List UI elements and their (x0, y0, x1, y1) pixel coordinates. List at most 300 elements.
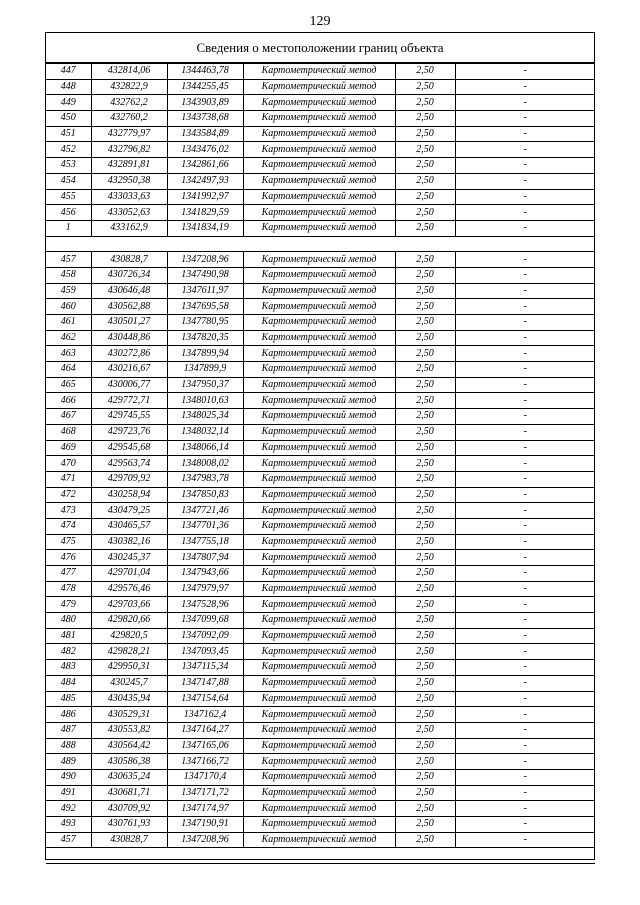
method-cell: Картометрический метод (243, 487, 395, 503)
method-cell: Картометрический метод (243, 754, 395, 770)
description-cell: - (455, 660, 595, 676)
accuracy-cell: 2,50 (395, 613, 455, 629)
table-row (46, 456, 595, 472)
x-coordinate-cell: 430272,86 (91, 346, 167, 362)
point-number-cell: 462 (46, 330, 91, 346)
y-coordinate-cell: 1347701,36 (167, 518, 243, 534)
x-coordinate-cell: 432822,9 (91, 79, 167, 95)
table-row (46, 660, 595, 676)
x-coordinate-cell: 429820,66 (91, 613, 167, 629)
point-number-cell: 464 (46, 362, 91, 378)
y-coordinate-cell: 1348032,14 (167, 424, 243, 440)
table-row (46, 503, 595, 519)
accuracy-cell: 2,50 (395, 707, 455, 723)
point-number-cell: 481 (46, 628, 91, 644)
table-row (46, 283, 595, 299)
accuracy-cell: 2,50 (395, 252, 455, 268)
description-cell: - (455, 424, 595, 440)
y-coordinate-cell: 1347092,09 (167, 628, 243, 644)
table-row (46, 299, 595, 315)
y-coordinate-cell: 1343476,02 (167, 142, 243, 158)
point-number-cell: 456 (46, 205, 91, 221)
accuracy-cell: 2,50 (395, 315, 455, 331)
accuracy-cell: 2,50 (395, 550, 455, 566)
point-number-cell: 467 (46, 409, 91, 425)
accuracy-cell: 2,50 (395, 142, 455, 158)
x-coordinate-cell: 432762,2 (91, 95, 167, 111)
description-cell: - (455, 220, 595, 236)
accuracy-cell: 2,50 (395, 769, 455, 785)
x-coordinate-cell: 430006,77 (91, 377, 167, 393)
table-row (46, 95, 595, 111)
description-cell: - (455, 691, 595, 707)
x-coordinate-cell: 430635,24 (91, 769, 167, 785)
table-row (46, 267, 595, 283)
accuracy-cell: 2,50 (395, 393, 455, 409)
table-row (46, 440, 595, 456)
table-row (46, 487, 595, 503)
point-number-cell: 466 (46, 393, 91, 409)
point-number-cell: 487 (46, 722, 91, 738)
method-cell: Картометрический метод (243, 456, 395, 472)
point-number-cell: 454 (46, 173, 91, 189)
y-coordinate-cell: 1347983,78 (167, 471, 243, 487)
description-cell: - (455, 534, 595, 550)
table-row (46, 534, 595, 550)
method-cell: Картометрический метод (243, 220, 395, 236)
boundary-table-frame (45, 32, 595, 860)
description-cell: - (455, 252, 595, 268)
method-cell: Картометрический метод (243, 769, 395, 785)
table-row (46, 801, 595, 817)
description-cell: - (455, 189, 595, 205)
point-number-cell: 448 (46, 79, 91, 95)
accuracy-cell: 2,50 (395, 597, 455, 613)
accuracy-cell: 2,50 (395, 424, 455, 440)
point-number-cell: 484 (46, 675, 91, 691)
description-cell: - (455, 283, 595, 299)
method-cell: Картометрический метод (243, 315, 395, 331)
point-number-cell: 492 (46, 801, 91, 817)
method-cell: Картометрический метод (243, 330, 395, 346)
method-cell: Картометрический метод (243, 283, 395, 299)
description-cell: - (455, 111, 595, 127)
accuracy-cell: 2,50 (395, 79, 455, 95)
method-cell: Картометрический метод (243, 95, 395, 111)
method-cell: Картометрический метод (243, 79, 395, 95)
description-cell: - (455, 330, 595, 346)
accuracy-cell: 2,50 (395, 189, 455, 205)
accuracy-cell: 2,50 (395, 534, 455, 550)
separator-cell (46, 236, 595, 252)
method-cell: Картометрический метод (243, 801, 395, 817)
point-number-cell: 491 (46, 785, 91, 801)
x-coordinate-cell: 429563,74 (91, 456, 167, 472)
x-coordinate-cell: 430501,27 (91, 315, 167, 331)
x-coordinate-cell: 429772,71 (91, 393, 167, 409)
separator-cell (46, 848, 595, 864)
point-number-cell: 488 (46, 738, 91, 754)
method-cell: Картометрический метод (243, 707, 395, 723)
point-number-cell: 450 (46, 111, 91, 127)
y-coordinate-cell: 1347115,34 (167, 660, 243, 676)
point-number-cell: 461 (46, 315, 91, 331)
method-cell: Картометрический метод (243, 566, 395, 582)
y-coordinate-cell: 1343903,89 (167, 95, 243, 111)
table-row (46, 205, 595, 221)
accuracy-cell: 2,50 (395, 440, 455, 456)
x-coordinate-cell: 430646,48 (91, 283, 167, 299)
y-coordinate-cell: 1347820,35 (167, 330, 243, 346)
table-title: Сведения о местоположении границ объекта (46, 33, 594, 63)
point-number-cell: 457 (46, 832, 91, 848)
method-cell: Картометрический метод (243, 644, 395, 660)
point-number-cell: 463 (46, 346, 91, 362)
y-coordinate-cell: 1341834,19 (167, 220, 243, 236)
method-cell: Картометрический метод (243, 691, 395, 707)
y-coordinate-cell: 1347528,96 (167, 597, 243, 613)
method-cell: Картометрический метод (243, 173, 395, 189)
description-cell: - (455, 581, 595, 597)
point-number-cell: 485 (46, 691, 91, 707)
point-number-cell: 478 (46, 581, 91, 597)
y-coordinate-cell: 1347208,96 (167, 252, 243, 268)
description-cell: - (455, 409, 595, 425)
method-cell: Картометрический метод (243, 362, 395, 378)
x-coordinate-cell: 432779,97 (91, 126, 167, 142)
x-coordinate-cell: 429745,55 (91, 409, 167, 425)
x-coordinate-cell: 430382,16 (91, 534, 167, 550)
method-cell: Картометрический метод (243, 440, 395, 456)
table-row (46, 644, 595, 660)
description-cell: - (455, 613, 595, 629)
description-cell: - (455, 566, 595, 582)
table-row (46, 126, 595, 142)
point-number-cell: 479 (46, 597, 91, 613)
method-cell: Картометрический метод (243, 660, 395, 676)
accuracy-cell: 2,50 (395, 722, 455, 738)
description-cell: - (455, 471, 595, 487)
table-row (46, 817, 595, 833)
x-coordinate-cell: 430529,31 (91, 707, 167, 723)
x-coordinate-cell: 430245,7 (91, 675, 167, 691)
accuracy-cell: 2,50 (395, 487, 455, 503)
y-coordinate-cell: 1343738,68 (167, 111, 243, 127)
description-cell: - (455, 817, 595, 833)
table-row (46, 346, 595, 362)
table-row (46, 111, 595, 127)
point-number-cell: 468 (46, 424, 91, 440)
method-cell: Картометрический метод (243, 581, 395, 597)
accuracy-cell: 2,50 (395, 283, 455, 299)
y-coordinate-cell: 1347850,83 (167, 487, 243, 503)
description-cell: - (455, 628, 595, 644)
y-coordinate-cell: 1342497,93 (167, 173, 243, 189)
x-coordinate-cell: 430562,88 (91, 299, 167, 315)
x-coordinate-cell: 429545,68 (91, 440, 167, 456)
y-coordinate-cell: 1347950,37 (167, 377, 243, 393)
separator-row (46, 848, 595, 864)
x-coordinate-cell: 430586,38 (91, 754, 167, 770)
accuracy-cell: 2,50 (395, 362, 455, 378)
point-number-cell: 476 (46, 550, 91, 566)
table-row (46, 675, 595, 691)
table-row (46, 189, 595, 205)
method-cell: Картометрический метод (243, 393, 395, 409)
x-coordinate-cell: 433033,63 (91, 189, 167, 205)
point-number-cell: 452 (46, 142, 91, 158)
y-coordinate-cell: 1347721,46 (167, 503, 243, 519)
description-cell: - (455, 346, 595, 362)
description-cell: - (455, 142, 595, 158)
y-coordinate-cell: 1347171,72 (167, 785, 243, 801)
description-cell: - (455, 64, 595, 80)
description-cell: - (455, 440, 595, 456)
point-number-cell: 482 (46, 644, 91, 660)
y-coordinate-cell: 1347208,96 (167, 832, 243, 848)
accuracy-cell: 2,50 (395, 95, 455, 111)
table-row (46, 158, 595, 174)
method-cell: Картометрический метод (243, 299, 395, 315)
method-cell: Картометрический метод (243, 534, 395, 550)
description-cell: - (455, 362, 595, 378)
method-cell: Картометрический метод (243, 722, 395, 738)
y-coordinate-cell: 1347099,68 (167, 613, 243, 629)
x-coordinate-cell: 432760,2 (91, 111, 167, 127)
accuracy-cell: 2,50 (395, 471, 455, 487)
method-cell: Картометрический метод (243, 785, 395, 801)
description-cell: - (455, 267, 595, 283)
y-coordinate-cell: 1347190,91 (167, 817, 243, 833)
accuracy-cell: 2,50 (395, 220, 455, 236)
y-coordinate-cell: 1347780,95 (167, 315, 243, 331)
accuracy-cell: 2,50 (395, 330, 455, 346)
description-cell: - (455, 785, 595, 801)
method-cell: Картометрический метод (243, 346, 395, 362)
table-row (46, 722, 595, 738)
x-coordinate-cell: 429723,76 (91, 424, 167, 440)
x-coordinate-cell: 430479,25 (91, 503, 167, 519)
coordinates-table-body (46, 64, 595, 864)
table-row (46, 613, 595, 629)
method-cell: Картометрический метод (243, 142, 395, 158)
description-cell: - (455, 550, 595, 566)
method-cell: Картометрический метод (243, 424, 395, 440)
y-coordinate-cell: 1347490,98 (167, 267, 243, 283)
accuracy-cell: 2,50 (395, 660, 455, 676)
accuracy-cell: 2,50 (395, 503, 455, 519)
table-row (46, 566, 595, 582)
table-row (46, 79, 595, 95)
table-row (46, 377, 595, 393)
table-row (46, 471, 595, 487)
y-coordinate-cell: 1347147,88 (167, 675, 243, 691)
x-coordinate-cell: 429820,5 (91, 628, 167, 644)
page-number: 129 (309, 14, 331, 29)
accuracy-cell: 2,50 (395, 267, 455, 283)
table-row (46, 315, 595, 331)
table-row (46, 550, 595, 566)
y-coordinate-cell: 1347093,45 (167, 644, 243, 660)
x-coordinate-cell: 430828,7 (91, 832, 167, 848)
x-coordinate-cell: 429828,21 (91, 644, 167, 660)
point-number-cell: 472 (46, 487, 91, 503)
description-cell: - (455, 801, 595, 817)
accuracy-cell: 2,50 (395, 738, 455, 754)
table-row (46, 707, 595, 723)
accuracy-cell: 2,50 (395, 754, 455, 770)
table-row (46, 330, 595, 346)
y-coordinate-cell: 1347165,06 (167, 738, 243, 754)
description-cell: - (455, 126, 595, 142)
description-cell: - (455, 95, 595, 111)
accuracy-cell: 2,50 (395, 64, 455, 80)
point-number-cell: 470 (46, 456, 91, 472)
description-cell: - (455, 707, 595, 723)
method-cell: Картометрический метод (243, 126, 395, 142)
x-coordinate-cell: 429576,46 (91, 581, 167, 597)
x-coordinate-cell: 432950,38 (91, 173, 167, 189)
point-number-cell: 474 (46, 518, 91, 534)
method-cell: Картометрический метод (243, 832, 395, 848)
accuracy-cell: 2,50 (395, 126, 455, 142)
point-number-cell: 490 (46, 769, 91, 785)
method-cell: Картометрический метод (243, 471, 395, 487)
accuracy-cell: 2,50 (395, 675, 455, 691)
description-cell: - (455, 158, 595, 174)
y-coordinate-cell: 1348025,34 (167, 409, 243, 425)
x-coordinate-cell: 432796,82 (91, 142, 167, 158)
x-coordinate-cell: 433162,9 (91, 220, 167, 236)
method-cell: Картометрический метод (243, 409, 395, 425)
method-cell: Картометрический метод (243, 518, 395, 534)
x-coordinate-cell: 430564,42 (91, 738, 167, 754)
table-row (46, 142, 595, 158)
method-cell: Картометрический метод (243, 503, 395, 519)
accuracy-cell: 2,50 (395, 111, 455, 127)
description-cell: - (455, 393, 595, 409)
x-coordinate-cell: 430258,94 (91, 487, 167, 503)
point-number-cell: 471 (46, 471, 91, 487)
point-number-cell: 1 (46, 220, 91, 236)
method-cell: Картометрический метод (243, 205, 395, 221)
table-row (46, 173, 595, 189)
accuracy-cell: 2,50 (395, 173, 455, 189)
accuracy-cell: 2,50 (395, 456, 455, 472)
x-coordinate-cell: 430245,37 (91, 550, 167, 566)
accuracy-cell: 2,50 (395, 801, 455, 817)
separator-row (46, 236, 595, 252)
accuracy-cell: 2,50 (395, 518, 455, 534)
method-cell: Картометрический метод (243, 550, 395, 566)
accuracy-cell: 2,50 (395, 644, 455, 660)
table-row (46, 409, 595, 425)
y-coordinate-cell: 1341992,97 (167, 189, 243, 205)
x-coordinate-cell: 430761,93 (91, 817, 167, 833)
point-number-cell: 486 (46, 707, 91, 723)
point-number-cell: 480 (46, 613, 91, 629)
method-cell: Картометрический метод (243, 377, 395, 393)
point-number-cell: 451 (46, 126, 91, 142)
y-coordinate-cell: 1347611,97 (167, 283, 243, 299)
y-coordinate-cell: 1344463,78 (167, 64, 243, 80)
y-coordinate-cell: 1348008,02 (167, 456, 243, 472)
method-cell: Картометрический метод (243, 675, 395, 691)
accuracy-cell: 2,50 (395, 628, 455, 644)
table-row (46, 518, 595, 534)
table-row (46, 393, 595, 409)
y-coordinate-cell: 1347166,72 (167, 754, 243, 770)
x-coordinate-cell: 429703,66 (91, 597, 167, 613)
point-number-cell: 455 (46, 189, 91, 205)
table-row (46, 785, 595, 801)
point-number-cell: 453 (46, 158, 91, 174)
y-coordinate-cell: 1347154,64 (167, 691, 243, 707)
accuracy-cell: 2,50 (395, 299, 455, 315)
method-cell: Картометрический метод (243, 613, 395, 629)
description-cell: - (455, 644, 595, 660)
description-cell: - (455, 79, 595, 95)
y-coordinate-cell: 1347943,66 (167, 566, 243, 582)
table-row (46, 597, 595, 613)
table-row (46, 832, 595, 848)
x-coordinate-cell: 429950,31 (91, 660, 167, 676)
y-coordinate-cell: 1342861,66 (167, 158, 243, 174)
accuracy-cell: 2,50 (395, 566, 455, 582)
method-cell: Картометрический метод (243, 189, 395, 205)
y-coordinate-cell: 1347899,9 (167, 362, 243, 378)
y-coordinate-cell: 1347174,97 (167, 801, 243, 817)
x-coordinate-cell: 430726,34 (91, 267, 167, 283)
description-cell: - (455, 315, 595, 331)
y-coordinate-cell: 1347899,94 (167, 346, 243, 362)
description-cell: - (455, 754, 595, 770)
y-coordinate-cell: 1347979,97 (167, 581, 243, 597)
description-cell: - (455, 832, 595, 848)
point-number-cell: 473 (46, 503, 91, 519)
description-cell: - (455, 597, 595, 613)
method-cell: Картометрический метод (243, 267, 395, 283)
accuracy-cell: 2,50 (395, 817, 455, 833)
y-coordinate-cell: 1348066,14 (167, 440, 243, 456)
description-cell: - (455, 377, 595, 393)
point-number-cell: 459 (46, 283, 91, 299)
method-cell: Картометрический метод (243, 738, 395, 754)
x-coordinate-cell: 429709,92 (91, 471, 167, 487)
point-number-cell: 483 (46, 660, 91, 676)
method-cell: Картометрический метод (243, 597, 395, 613)
description-cell: - (455, 769, 595, 785)
table-row (46, 769, 595, 785)
y-coordinate-cell: 1347170,4 (167, 769, 243, 785)
x-coordinate-cell: 430681,71 (91, 785, 167, 801)
x-coordinate-cell: 430709,92 (91, 801, 167, 817)
coordinates-table (46, 63, 595, 864)
x-coordinate-cell: 430553,82 (91, 722, 167, 738)
y-coordinate-cell: 1344255,45 (167, 79, 243, 95)
accuracy-cell: 2,50 (395, 785, 455, 801)
point-number-cell: 458 (46, 267, 91, 283)
description-cell: - (455, 487, 595, 503)
x-coordinate-cell: 433052,63 (91, 205, 167, 221)
y-coordinate-cell: 1343584,89 (167, 126, 243, 142)
x-coordinate-cell: 432891,81 (91, 158, 167, 174)
method-cell: Картометрический метод (243, 817, 395, 833)
y-coordinate-cell: 1348010,63 (167, 393, 243, 409)
x-coordinate-cell: 430465,57 (91, 518, 167, 534)
accuracy-cell: 2,50 (395, 409, 455, 425)
method-cell: Картометрический метод (243, 64, 395, 80)
